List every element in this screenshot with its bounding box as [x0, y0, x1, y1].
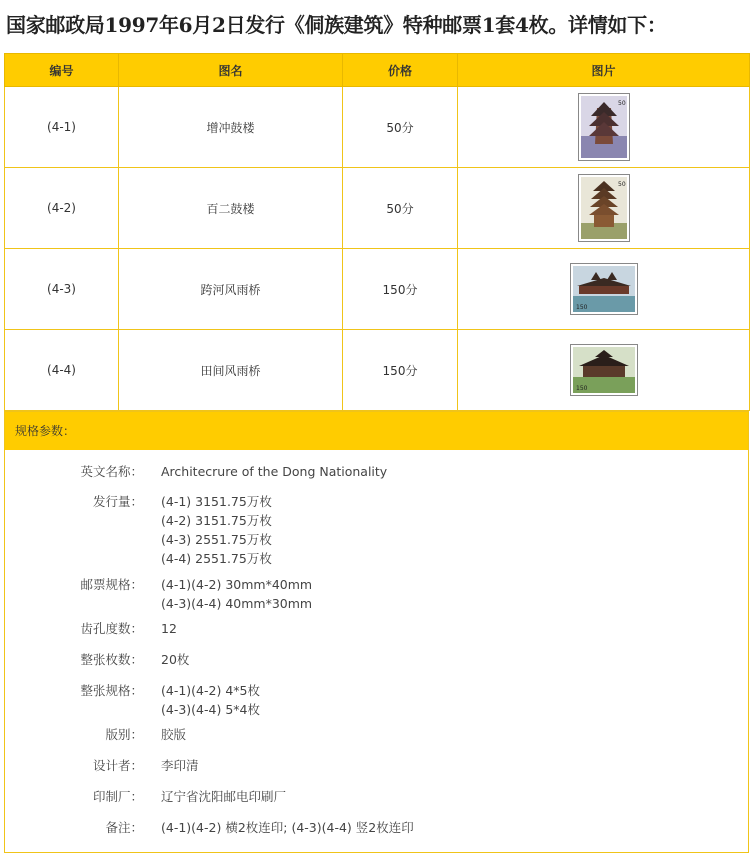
spec-value-line: 12 — [161, 621, 177, 636]
table-header-row — [5, 54, 750, 87]
spec-value-line: 辽宁省沈阳邮电印刷厂 — [161, 789, 287, 804]
stamp-price: 150分 — [343, 330, 458, 411]
spec-value — [161, 650, 189, 669]
spec-value-line: 李印清 — [161, 758, 199, 773]
spec-value — [161, 575, 312, 613]
spec-value-line: (4-1) 3151.75万枚 — [161, 494, 272, 509]
stamp-id: (4-2) — [5, 168, 119, 249]
spec-value — [161, 818, 414, 837]
stamp-name: 增冲鼓楼 — [119, 87, 343, 168]
spec-label: 设计者： — [92, 758, 143, 773]
spec-value-line: (4-2) 3151.75万枚 — [161, 513, 272, 528]
spec-value-line: (4-3)(4-4) 40mm*30mm — [161, 596, 313, 611]
stamp-image-cell — [458, 168, 750, 249]
svg-text:150: 150 — [575, 304, 587, 311]
stamp-table — [4, 53, 750, 411]
stamp-bridge-icon[interactable] — [571, 345, 637, 395]
table-row — [5, 87, 750, 168]
spec-value-line: 胶版 — [161, 727, 187, 742]
table-row — [5, 249, 750, 330]
spec-value — [161, 619, 177, 638]
stamp-name: 跨河风雨桥 — [119, 249, 343, 330]
spec-value — [161, 681, 260, 719]
spec-value-line: (4-3)(4-4) 5*4枚 — [161, 702, 260, 717]
spec-value — [161, 462, 387, 481]
svg-text:50: 50 — [617, 100, 626, 107]
col-header-id: 编号 — [5, 54, 119, 87]
stamp-image-cell — [458, 249, 750, 330]
table-row — [5, 168, 750, 249]
col-header-name: 图名 — [119, 54, 343, 87]
stamp-id: (4-4) — [5, 330, 119, 411]
stamp-image-cell — [458, 330, 750, 411]
spec-value-line: 20枚 — [161, 652, 190, 667]
stamp-price: 50分 — [343, 168, 458, 249]
stamp-name: 百二鼓楼 — [119, 168, 343, 249]
stamp-bridge-icon[interactable] — [571, 264, 637, 314]
page-title: 国家邮政局1997年6月2日发行《侗族建筑》特种邮票1套4枚。详情如下： — [6, 13, 667, 37]
svg-text:50: 50 — [617, 181, 626, 188]
stamp-name: 田间风雨桥 — [119, 330, 343, 411]
spec-panel — [4, 411, 749, 853]
col-header-image: 图片 — [458, 54, 750, 87]
stamp-drum-tower-icon[interactable] — [579, 94, 629, 160]
col-header-price: 价格 — [343, 54, 458, 87]
svg-text:150: 150 — [575, 385, 587, 392]
spec-label: 印制厂： — [92, 789, 143, 804]
spec-value-line: (4-1)(4-2) 30mm*40mm — [161, 577, 313, 592]
spec-value-line: Architecrure of the Dong Nationality — [161, 464, 388, 479]
stamp-price: 150分 — [343, 249, 458, 330]
spec-value — [161, 492, 272, 568]
spec-header: 规格参数： — [5, 412, 748, 450]
stamp-id: (4-1) — [5, 87, 119, 168]
spec-label: 备注： — [105, 820, 143, 835]
spec-label: 邮票规格： — [80, 577, 143, 592]
spec-value — [161, 756, 199, 775]
spec-label: 整张枚数： — [80, 652, 143, 667]
spec-label: 整张规格： — [80, 683, 143, 698]
spec-value-line: (4-1)(4-2) 4*5枚 — [161, 683, 260, 698]
spec-label: 发行量： — [92, 494, 143, 509]
table-row — [5, 330, 750, 411]
spec-value — [161, 787, 286, 806]
spec-value-line: (4-4) 2551.75万枚 — [161, 551, 272, 566]
spec-label: 版别： — [105, 727, 143, 742]
spec-label: 齿孔度数： — [80, 621, 143, 636]
spec-label: 英文名称： — [80, 464, 143, 479]
stamp-id: (4-3) — [5, 249, 119, 330]
spec-value-line: (4-3) 2551.75万枚 — [161, 532, 272, 547]
stamp-drum-tower-icon[interactable] — [579, 175, 629, 241]
spec-value — [161, 725, 186, 744]
stamp-image-cell — [458, 87, 750, 168]
spec-value-line: (4-1)(4-2) 横2枚连印; (4-3)(4-4) 竖2枚连印 — [161, 820, 414, 835]
stamp-price: 50分 — [343, 87, 458, 168]
